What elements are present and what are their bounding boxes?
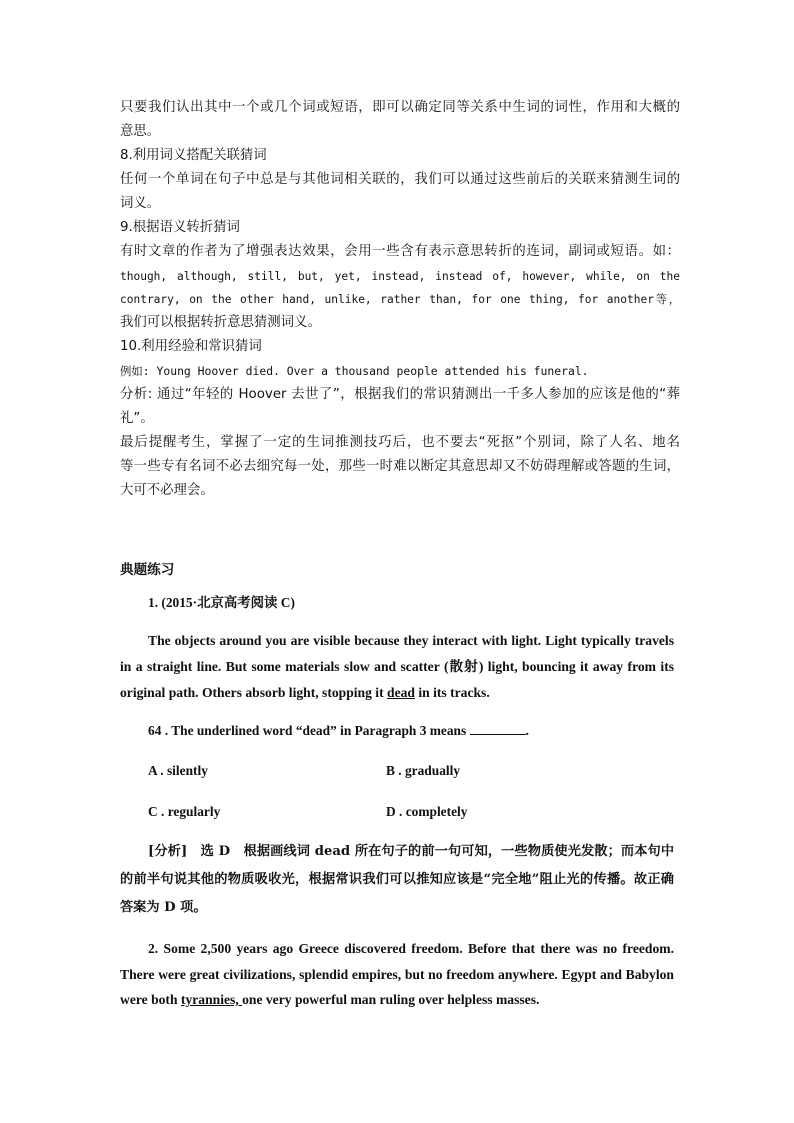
reading-passage-2: 2. Some 2,500 years ago Greece discovered freedom. Before that there was no freedom. There were great civilizations, splendid empires, but no freedom anywhere. Egypt and Babylon were both tyrannies, one very powerful man ruling over helpless masses. [120, 941, 674, 1007]
analysis-line: 分析: 通过“年轻的 Hoover 去世了”，根据我们的常识猜测出一千多人参加的应该是他的“葬 [120, 387, 680, 402]
analysis-label: [分析] [148, 844, 188, 859]
tip-heading-10: 10.利用经验和常识猜词 [120, 339, 262, 354]
section-title: 典题练习 [120, 562, 175, 578]
gloss-term: 散射 [448, 658, 479, 675]
underlined-word: tyrannies, [180, 992, 243, 1007]
tip-paragraph-line: 意思。 [120, 124, 161, 139]
tip-heading-8: 8.利用词义搭配关联猜词 [120, 148, 267, 163]
answer-analysis: [分析] 选 D 根据画线词 dead 所在句子的前一句可知，一些物质使光发散；而本句中的前半句说其他的物质吸收光，根据常识我们可以推知应该是“完全地”阻止光的传播。故正确答案为 D 项。 [120, 844, 675, 915]
analysis-line: 礼”。 [120, 411, 154, 426]
analysis-answer: 选 D [200, 844, 231, 859]
tip-paragraph-line: 有时文章的作者为了增强表达效果，会用一些含有表示意思转折的连词，副词或短语。如： [120, 244, 680, 259]
option-c: C . regularly [148, 804, 221, 819]
final-reminder-line: 大可不必理会。 [120, 483, 214, 498]
tip-paragraph-line: 只要我们认出其中一个或几个词或短语，即可以确定同等关系中生词的词性，作用和大概的 [120, 100, 680, 115]
underlined-word: dead [387, 685, 415, 700]
example-sentence: 例如: Young Hoover died. Over a thousand people attended his funeral. [120, 364, 589, 378]
final-reminder-line: 最后提醒考生，掌握了一定的生词推测技巧后，也不要去“死抠”个别词，除了人名、地名 [120, 435, 680, 450]
answer-blank [470, 722, 526, 735]
tip-heading-9: 9.根据语义转折猜词 [120, 220, 240, 235]
tip-paragraph-line: 任何一个单词在句子中总是与其他词相关联的，我们可以通过这些前后的关联来猜测生词的 [120, 172, 680, 187]
option-d: D . completely [386, 804, 468, 819]
option-a: A . silently [148, 763, 208, 778]
tip-paragraph-line: 我们可以根据转折意思猜测词义。 [120, 315, 321, 330]
tip-paragraph-line: 词义。 [120, 196, 161, 211]
final-reminder-line: 等一些专有名词不必去细究每一处，那些一时难以断定其意思却又不妨碍理解或答题的生词， [120, 459, 680, 474]
question-64: 64 . The underlined word “dead” in Paragraph 3 means . [148, 723, 529, 738]
reading-passage-1: The objects around you are visible because they interact with light. Light typically travels in a straight line. But some materials slow and scatter (散射) light, bouncing it away from its original path. Others absorb light, stopping it dead in its tracks. [120, 633, 675, 700]
conjunction-list-line: contrary, on the other hand, unlike, rather than, for one thing, for another等， [120, 293, 680, 306]
conjunction-list-line: though, although, still, but, yet, instead, instead of, however, while, on the [120, 270, 680, 283]
option-b: B . gradually [386, 763, 461, 778]
question-source: 1. (2015·北京高考阅读 C) [148, 595, 295, 610]
